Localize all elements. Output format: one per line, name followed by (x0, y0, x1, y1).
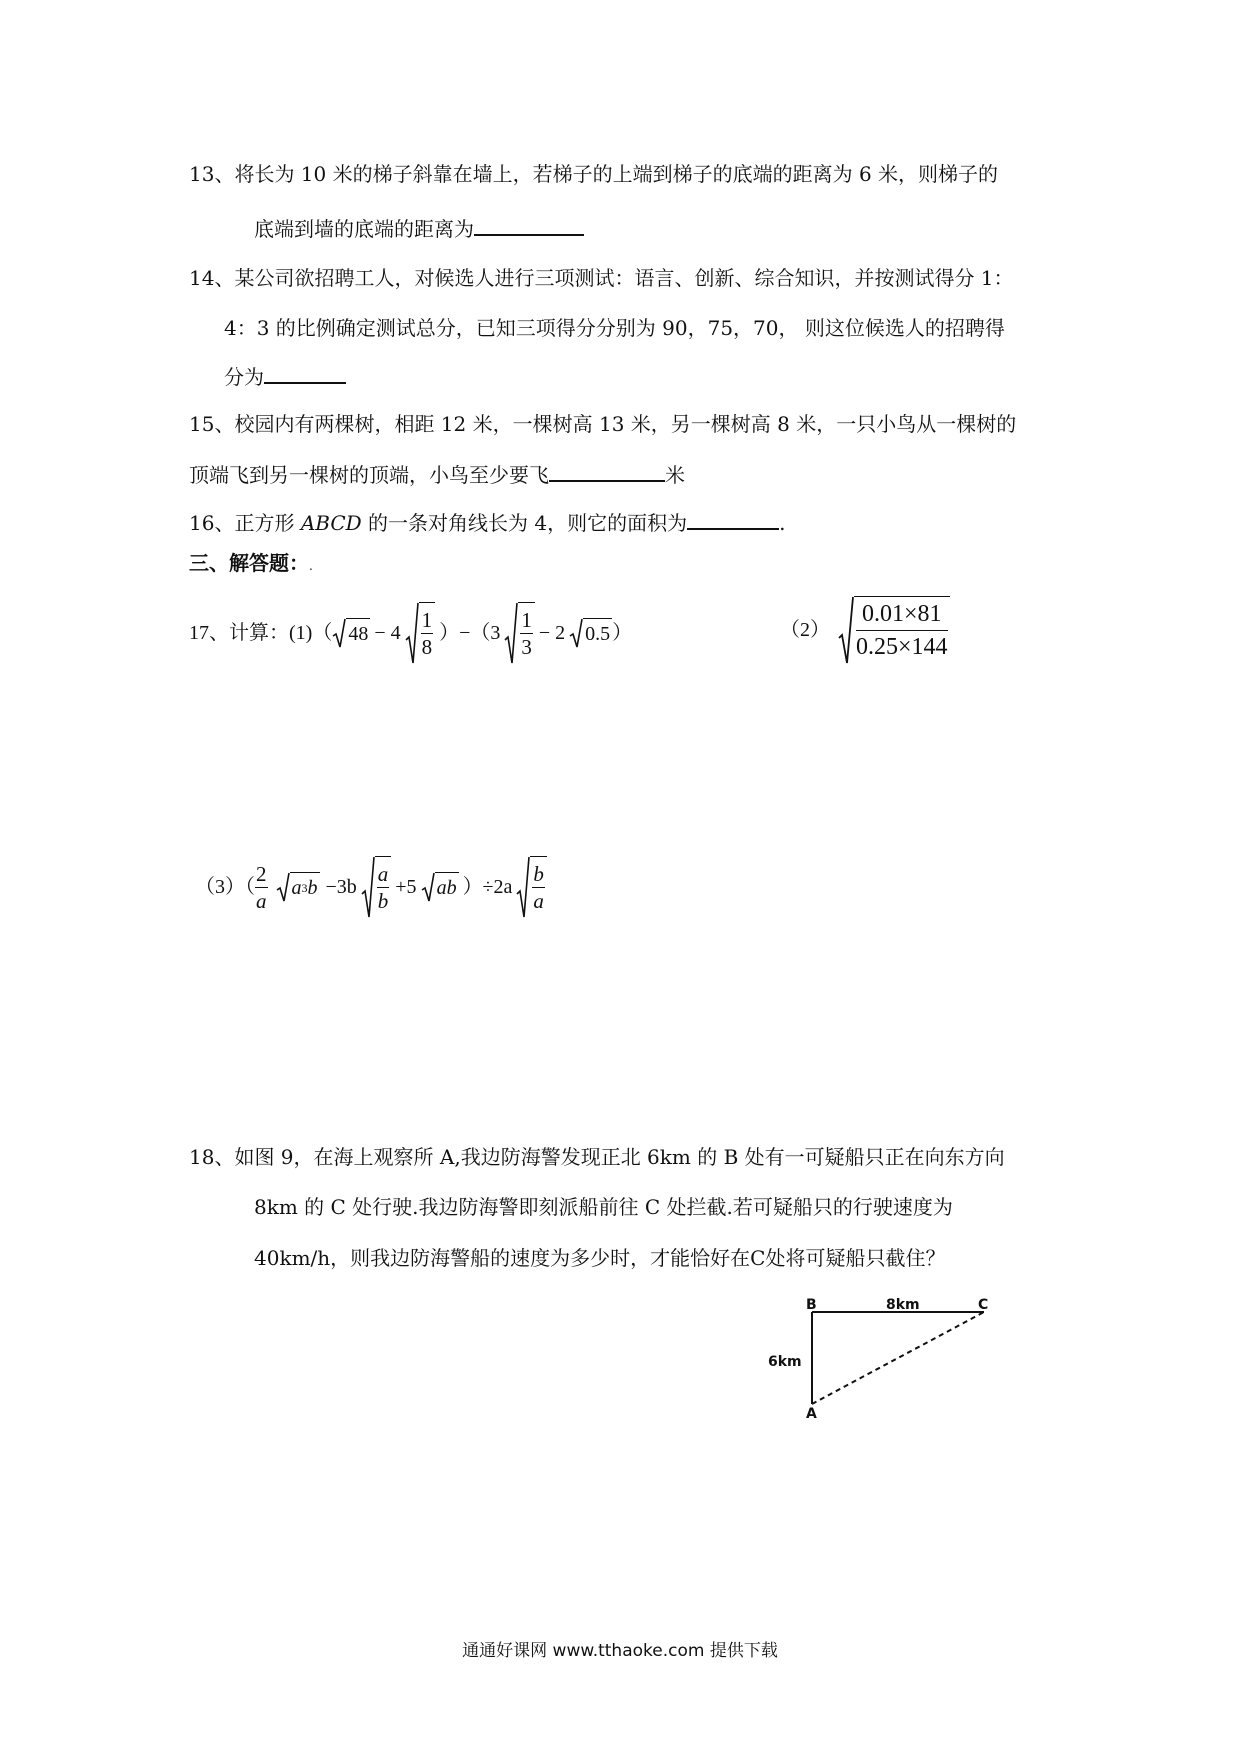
q17-p3-plus5: +5 (395, 876, 417, 898)
fraction-denominator: a (256, 888, 267, 913)
fraction-numerator: a (377, 862, 389, 886)
fraction-numerator: 1 (521, 608, 532, 632)
sqrt-frac-1-3-radicand (518, 602, 535, 664)
fraction-2-a (255, 861, 268, 914)
sqrt-a3b (276, 872, 320, 902)
sqrt-0-5-radicand: 0.5 (583, 618, 612, 648)
fraction-large (856, 598, 948, 663)
q17-part1 (189, 598, 632, 668)
point-b-label: B (806, 1297, 817, 1313)
sqrt-frac-a-b (361, 856, 392, 918)
q14-line3 (224, 362, 346, 389)
sqrt-ab-radicand: ab (435, 872, 459, 902)
radical-sign-icon (405, 602, 419, 664)
q16-end: . (779, 511, 786, 535)
page-footer: 通通好课网 www.tthaoke.com 提供下载 (462, 1641, 778, 1661)
fraction-numerator: 2 (256, 861, 267, 886)
figure-9 (760, 1285, 1000, 1435)
sqrt-0-5 (569, 618, 612, 648)
q15-line1: 15、校园内有两棵树，相距 12 米，一棵树高 13 米，另一棵树高 8 米，一只小鸟从一棵树的 (189, 412, 1017, 436)
q18-line3: 40km/h，则我边防海警船的速度为多少时，才能恰好在C处将可疑船只截住？ (254, 1246, 946, 1270)
var-b: b (307, 876, 318, 899)
q17-minus2: − 2 (538, 622, 566, 644)
radical-sign-icon (421, 872, 435, 902)
q15-line2-text: 顶端飞到另一棵树的顶端，小鸟至少要飞 (189, 463, 549, 487)
fraction-numerator: 1 (421, 608, 433, 632)
fraction-1-3 (520, 607, 533, 660)
q14-line2: 4：3 的比例确定测试总分，已知三项得分分别为 90，75，70， 则这位候选人的招聘得 (224, 316, 1005, 340)
q14-answer-blank (264, 362, 346, 384)
q15-line2 (189, 460, 685, 487)
q18-line2: 8km 的 C 处行驶.我边防海警即刻派船前往 C 处拦截.若可疑船只的行驶速度为 (254, 1195, 953, 1219)
q17-p3-minus3b: −3b (325, 876, 357, 898)
fraction-b-a (532, 861, 545, 914)
sqrt-ab (421, 872, 459, 902)
section-title: 三、解答题： (189, 551, 309, 575)
fraction-denominator: 0.25×144 (856, 634, 948, 660)
section-heading (189, 551, 313, 578)
sqrt-frac-1-8-radicand (419, 602, 436, 664)
q18-line1: 18、如图 9，在海上观察所 A,我边防海警发现正北 6km 的 B 处有一可疑船只正在向东方向 (189, 1145, 1005, 1169)
sqrt-fraction-large (838, 596, 950, 664)
q15-unit: 米 (665, 463, 685, 487)
point-a-label: A (806, 1406, 817, 1422)
sqrt-48 (332, 618, 370, 648)
sqrt-a3b-radicand (290, 872, 320, 902)
q16-square-name: ABCD (300, 511, 362, 535)
fraction-denominator: 3 (521, 635, 532, 659)
fraction-denominator: a (533, 889, 544, 913)
bc-length-label: 8km (886, 1297, 920, 1313)
q17-p2-label: （2） (780, 619, 830, 641)
fraction-1-8 (421, 607, 434, 660)
ab-length-label: 6km (768, 1354, 802, 1370)
radical-sign-icon (838, 596, 854, 664)
exponent: 3 (301, 880, 308, 895)
q17-minus4: − 4 (374, 622, 401, 644)
q16-line (189, 508, 785, 535)
var-a: a (291, 876, 302, 899)
q17-part2 (780, 590, 950, 670)
q13-answer-blank (474, 214, 584, 236)
q17-paren-mid: ）−（3 (439, 622, 501, 644)
q14-line3-text: 分为 (224, 365, 264, 389)
fraction-denominator: b (377, 889, 389, 913)
q15-answer-blank (549, 460, 665, 482)
segment-ac-dashed (812, 1312, 984, 1404)
point-c-label: C (978, 1297, 989, 1313)
sqrt-frac-b-a (516, 856, 547, 918)
section-dot: . (309, 559, 313, 573)
fraction-denominator: 8 (421, 635, 433, 659)
radical-sign-icon (332, 618, 346, 648)
sqrt-frac-1-8 (405, 602, 436, 664)
sqrt-48-radicand: 48 (346, 618, 370, 648)
q13-line2-text: 底端到墙的底端的距离为 (254, 217, 474, 241)
sqrt-fraction-large-radicand (854, 596, 950, 664)
q16-answer-blank (687, 508, 779, 530)
q17-part3 (195, 852, 547, 922)
q17-p3-label: （3）（ (195, 876, 255, 898)
sqrt-frac-1-3 (504, 602, 535, 664)
fraction-numerator: b (533, 862, 544, 886)
q17-paren-end: ） (612, 622, 633, 644)
radical-sign-icon (504, 602, 518, 664)
sqrt-frac-b-a-radicand (530, 856, 547, 918)
q17-p3-div: ）÷2a (462, 876, 513, 898)
q17-lead: 17、计算：(1)（ (189, 622, 333, 644)
fraction-numerator: 0.01×81 (856, 598, 948, 631)
q14-line1: 14、某公司欲招聘工人，对候选人进行三项测试：语言、创新、综合知识，并按测试得分 1： (189, 266, 1014, 290)
radical-sign-icon (569, 618, 583, 648)
radical-sign-icon (516, 856, 530, 918)
q16-mid: 的一条对角线长为 4，则它的面积为 (361, 511, 688, 535)
fraction-a-b (377, 861, 390, 914)
q13-line1: 13、将长为 10 米的梯子斜靠在墙上，若梯子的上端到梯子的底端的距离为 6 米，则梯子的 (189, 162, 999, 186)
sqrt-frac-a-b-radicand (375, 856, 392, 918)
q16-prefix: 16、正方形 (189, 511, 301, 535)
radical-sign-icon (276, 872, 290, 902)
radical-sign-icon (361, 856, 375, 918)
q13-line2 (254, 214, 584, 241)
